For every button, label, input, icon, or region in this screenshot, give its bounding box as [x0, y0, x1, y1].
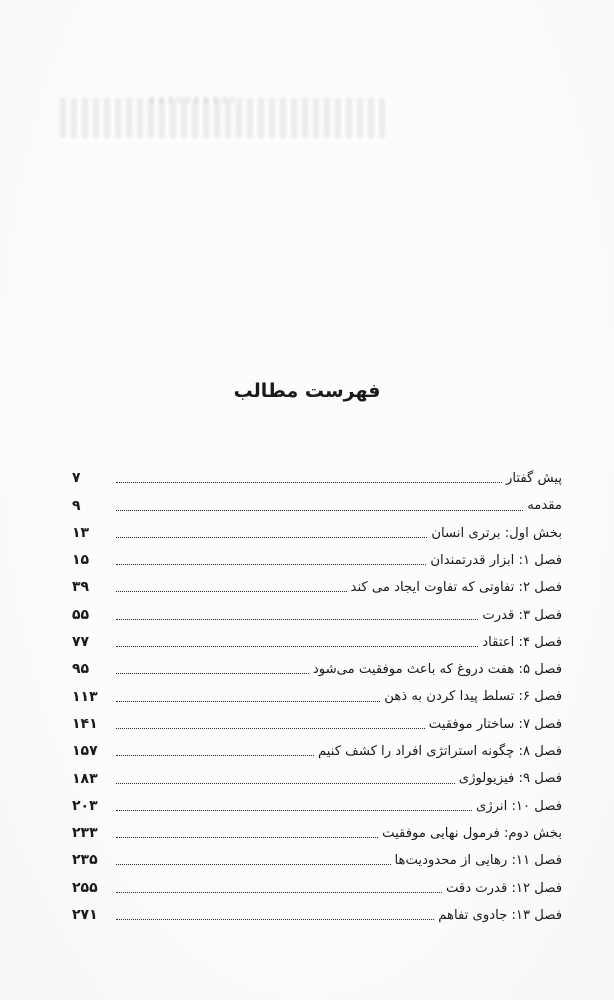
toc-entry-title: فصل ۶: تسلط پیدا کردن به ذهن [384, 689, 562, 705]
dot-leader [116, 754, 314, 756]
toc-entry-title: بخش اول: برتری انسان [431, 525, 562, 541]
dot-leader [116, 590, 347, 592]
toc-page-number: ۲۳۳ [72, 825, 98, 842]
toc-entry[interactable] [72, 817, 562, 844]
toc-entry[interactable] [72, 844, 562, 871]
toc-entry-title: بخش دوم: فرمول نهایی موفقیت [382, 825, 562, 841]
show-through-text [60, 98, 390, 138]
toc-entry[interactable] [72, 790, 562, 817]
dot-leader [116, 700, 380, 702]
toc-page-number: ۲۵۵ [72, 879, 98, 896]
dot-leader [116, 618, 478, 620]
toc-entry-title: فصل ۱۳: جادوی تفاهم [438, 907, 562, 923]
toc-entry[interactable] [72, 871, 562, 898]
toc-page-number: ۲۳۵ [72, 852, 98, 869]
page-title: فهرست مطالب [233, 380, 381, 402]
toc-entry[interactable] [72, 762, 562, 789]
toc-entry[interactable] [72, 571, 562, 598]
toc-entry-title: فصل ۷: ساختار موفقیت [428, 716, 562, 732]
toc-page-number: ۷۷ [72, 634, 90, 651]
toc-page-number: ۷ [72, 470, 81, 487]
toc-entry-title: فصل ۹: فیزیولوژی [458, 771, 562, 787]
toc-page-number: ۱۵ [72, 552, 90, 569]
toc-page-number: ۱۸۳ [72, 770, 98, 787]
toc-entry[interactable] [72, 598, 562, 625]
toc-entry[interactable] [72, 653, 562, 680]
dot-leader [116, 863, 391, 865]
toc-entry-title: فصل ۱۱: رهایی از محدودیت‌ها [394, 853, 562, 869]
toc-entry[interactable] [72, 462, 562, 489]
toc-entry-title: مقدمه [527, 498, 562, 514]
dot-leader [116, 727, 425, 729]
toc-entry[interactable] [72, 626, 562, 653]
toc-entry[interactable] [72, 899, 562, 926]
toc-entry[interactable] [72, 517, 562, 544]
dot-leader [116, 509, 523, 511]
dot-leader [116, 809, 472, 811]
toc-page-number: ۳۹ [72, 579, 90, 596]
toc-page-number: ۲۷۱ [72, 907, 98, 924]
toc-entry-title: فصل ۱۲: قدرت دقت [445, 880, 562, 896]
dot-leader [116, 481, 502, 483]
toc-entry[interactable] [72, 735, 562, 762]
dot-leader [116, 536, 427, 538]
table-of-contents [72, 462, 562, 926]
toc-page-number: ۹۵ [72, 661, 90, 678]
toc-page-number: ۲۰۳ [72, 797, 98, 814]
dot-leader [116, 563, 426, 565]
dot-leader [116, 891, 442, 893]
toc-entry-title: فصل ۵: هفت دروغ که باعث موفقیت می‌شود [312, 662, 562, 678]
toc-entry-title: پیش گفتار [506, 471, 562, 487]
dot-leader [116, 918, 434, 920]
toc-page-number: ۱۴۱ [72, 715, 98, 732]
toc-entry-title: فصل ۴: اعتقاد [482, 634, 562, 650]
toc-entry-title: فصل ۳: قدرت [482, 607, 562, 623]
toc-entry[interactable] [72, 489, 562, 516]
toc-entry-title: فصل ۱۰: انرژی [475, 798, 562, 814]
toc-page-number: ۱۵۷ [72, 743, 98, 760]
show-through-text-small [150, 96, 240, 104]
toc-page-number: ۱۳ [72, 524, 90, 541]
toc-entry[interactable] [72, 544, 562, 571]
dot-leader [116, 836, 378, 838]
toc-page-number: ۵۵ [72, 606, 90, 623]
toc-entry-title: فصل ۲: تفاوتی که تفاوت ایجاد می کند [350, 580, 562, 596]
dot-leader [116, 645, 478, 647]
toc-entry[interactable] [72, 708, 562, 735]
toc-entry-title: فصل ۸: چگونه استراتژی افراد را کشف کنیم [317, 744, 562, 760]
toc-page-number: ۱۱۳ [72, 688, 98, 705]
toc-entry[interactable] [72, 680, 562, 707]
dot-leader [116, 672, 309, 674]
toc-page-number: ۹ [72, 497, 81, 514]
toc-entry-title: فصل ۱: ابزار قدرتمندان [430, 552, 562, 568]
dot-leader [116, 782, 455, 784]
